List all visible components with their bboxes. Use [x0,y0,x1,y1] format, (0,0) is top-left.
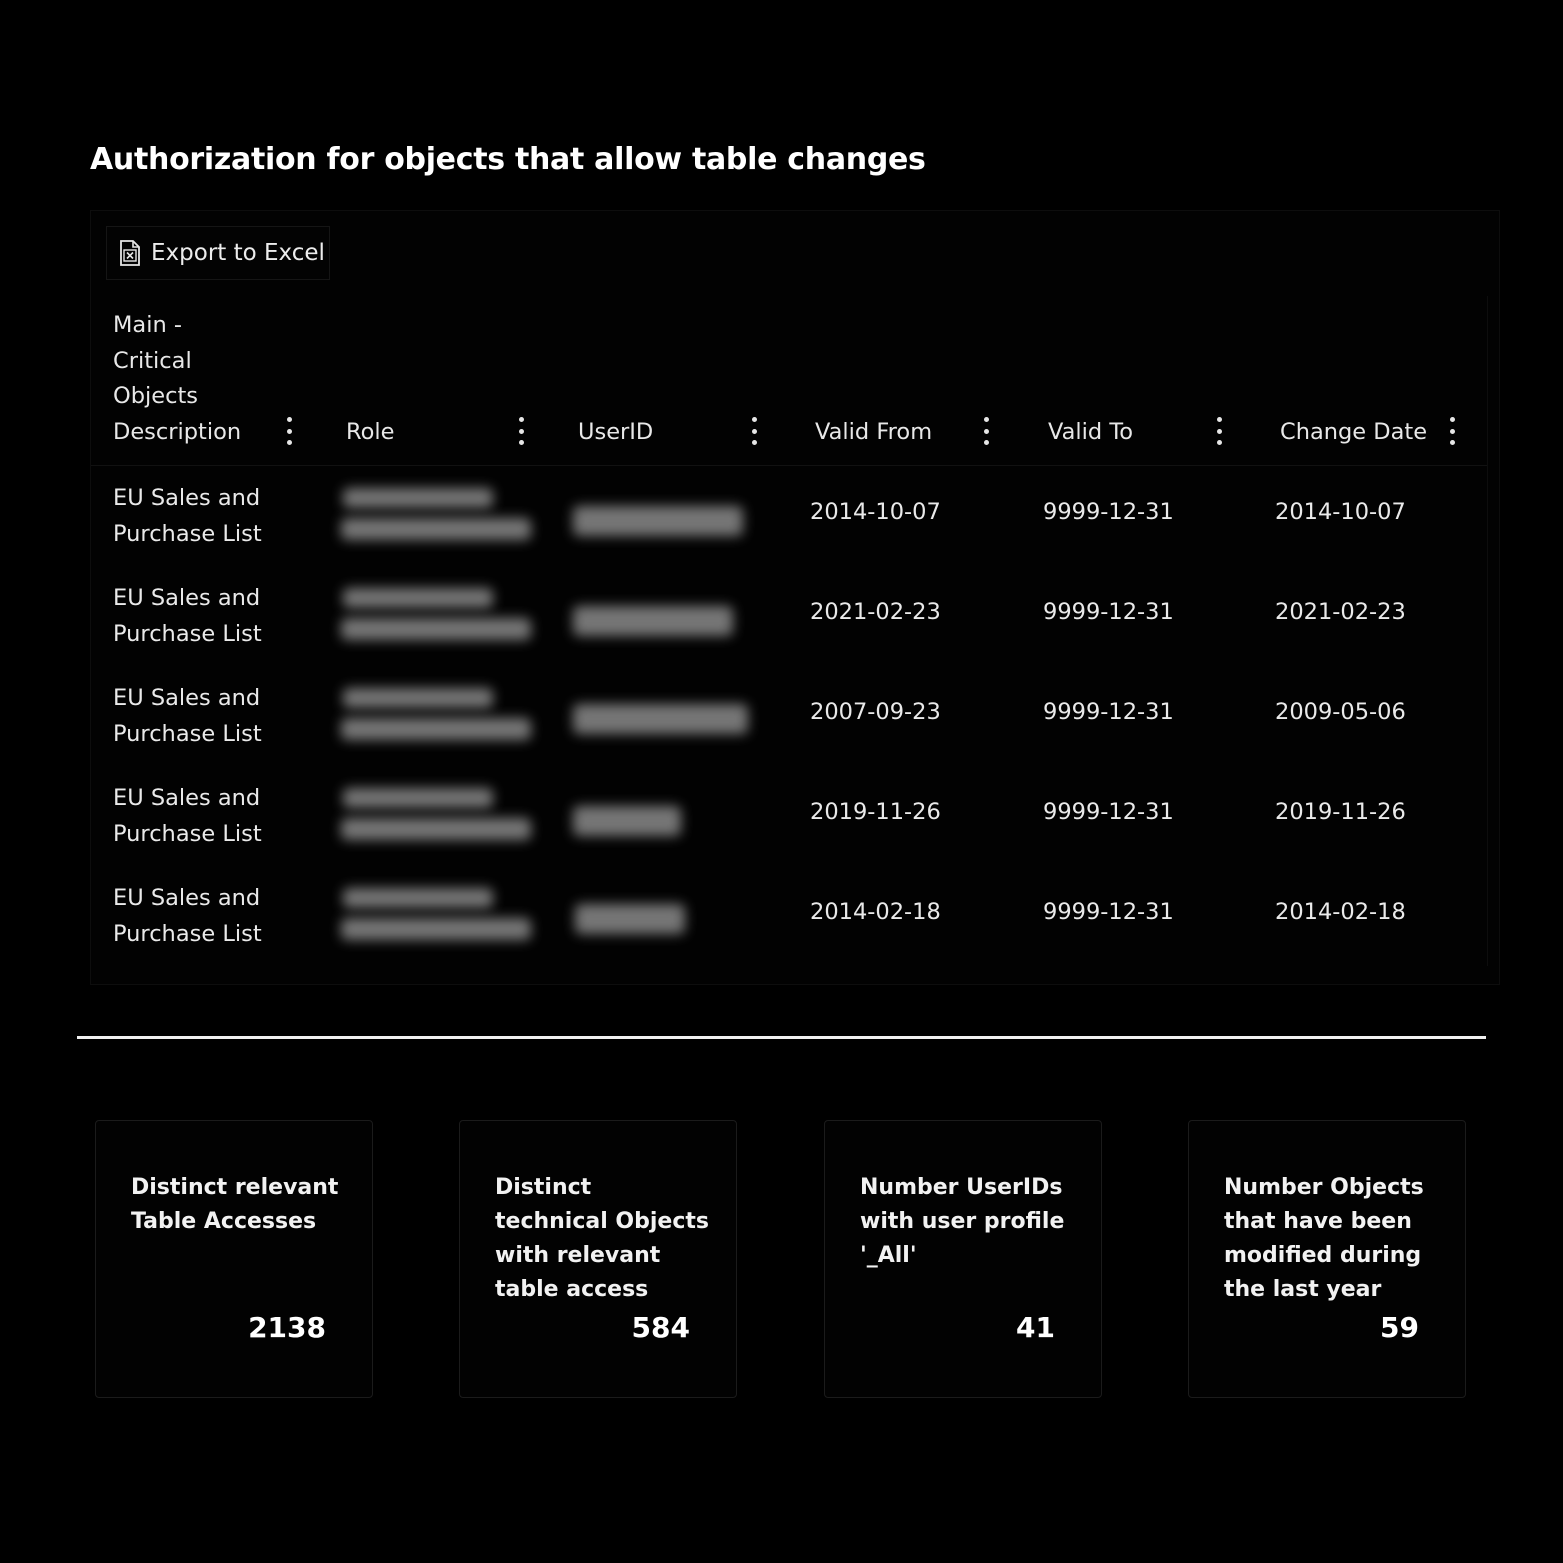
kpi-label: Distinct technical Objects with relevant table access [495,1175,709,1302]
kpi-value: 41 [1016,1311,1055,1344]
column-menu-icon[interactable] [1448,417,1456,445]
cell-valid-to: 9999-12-31 [1043,499,1174,525]
table-header-row [91,296,1487,466]
column-menu-icon[interactable] [285,417,293,445]
cell-description: EU Sales and Purchase List [113,485,262,547]
column-menu-icon[interactable] [982,417,990,445]
kpi-value: 59 [1380,1311,1419,1344]
redacted-role [341,918,531,940]
redacted-role [341,718,531,740]
export-to-excel-button[interactable] [106,226,330,280]
section-title: Authorization for objects that allow table changes [90,142,926,177]
cell-description: EU Sales and Purchase List [113,885,262,947]
table-panel [90,210,1500,985]
redacted-userid [573,506,743,536]
cell-valid-from: 2014-02-18 [810,899,941,925]
section-divider [77,1036,1486,1039]
kpi-value: 584 [631,1311,690,1344]
excel-file-icon [119,240,141,266]
redacted-role [343,688,493,708]
column-header-valid-from[interactable]: Valid From [815,419,933,445]
redacted-role [341,818,531,840]
column-header-description[interactable]: Main - Critical Objects Description [113,312,242,445]
redacted-role [343,488,493,508]
kpi-label: Number Objects that have been modified during the last year [1224,1175,1424,1302]
column-menu-icon[interactable] [1215,417,1223,445]
redacted-role [341,618,531,640]
redacted-userid [573,806,681,836]
cell-change-date: 2019-11-26 [1275,799,1406,825]
cell-valid-from: 2007-09-23 [810,699,941,725]
cell-valid-to: 9999-12-31 [1043,899,1174,925]
column-menu-icon[interactable] [517,417,525,445]
cell-change-date: 2014-02-18 [1275,899,1406,925]
kpi-card-userids-all-profile [824,1120,1102,1398]
column-header-role[interactable]: Role [346,419,395,445]
kpi-card-modified-objects [1188,1120,1466,1398]
table-row[interactable] [91,466,1487,566]
redacted-userid [575,904,685,934]
cell-change-date: 2009-05-06 [1275,699,1406,725]
cell-valid-from: 2019-11-26 [810,799,941,825]
redacted-userid [573,704,748,734]
kpi-label: Number UserIDs with user profile '_All' [860,1175,1065,1268]
kpi-card-technical-objects [459,1120,737,1398]
cell-description: EU Sales and Purchase List [113,585,262,647]
table-row[interactable] [91,566,1487,666]
cell-change-date: 2021-02-23 [1275,599,1406,625]
redacted-role [343,888,493,908]
redacted-role [343,588,493,608]
redacted-role [343,788,493,808]
table-row[interactable] [91,866,1487,966]
cell-valid-to: 9999-12-31 [1043,599,1174,625]
column-menu-icon[interactable] [750,417,758,445]
kpi-card-table-accesses [95,1120,373,1398]
data-table [91,296,1488,966]
column-header-userid[interactable]: UserID [578,419,654,445]
redacted-userid [573,606,733,636]
export-button-label: Export to Excel [151,240,325,266]
kpi-label: Distinct relevant Table Accesses [131,1175,339,1234]
cell-valid-to: 9999-12-31 [1043,799,1174,825]
cell-valid-from: 2021-02-23 [810,599,941,625]
cell-valid-to: 9999-12-31 [1043,699,1174,725]
column-header-change-date[interactable]: Change Date [1280,419,1428,445]
table-row[interactable] [91,766,1487,866]
kpi-value: 2138 [248,1311,326,1344]
cell-description: EU Sales and Purchase List [113,785,262,847]
table-row[interactable] [91,666,1487,766]
cell-description: EU Sales and Purchase List [113,685,262,747]
redacted-role [341,518,531,540]
cell-change-date: 2014-10-07 [1275,499,1406,525]
column-header-valid-to[interactable]: Valid To [1048,419,1134,445]
cell-valid-from: 2014-10-07 [810,499,941,525]
